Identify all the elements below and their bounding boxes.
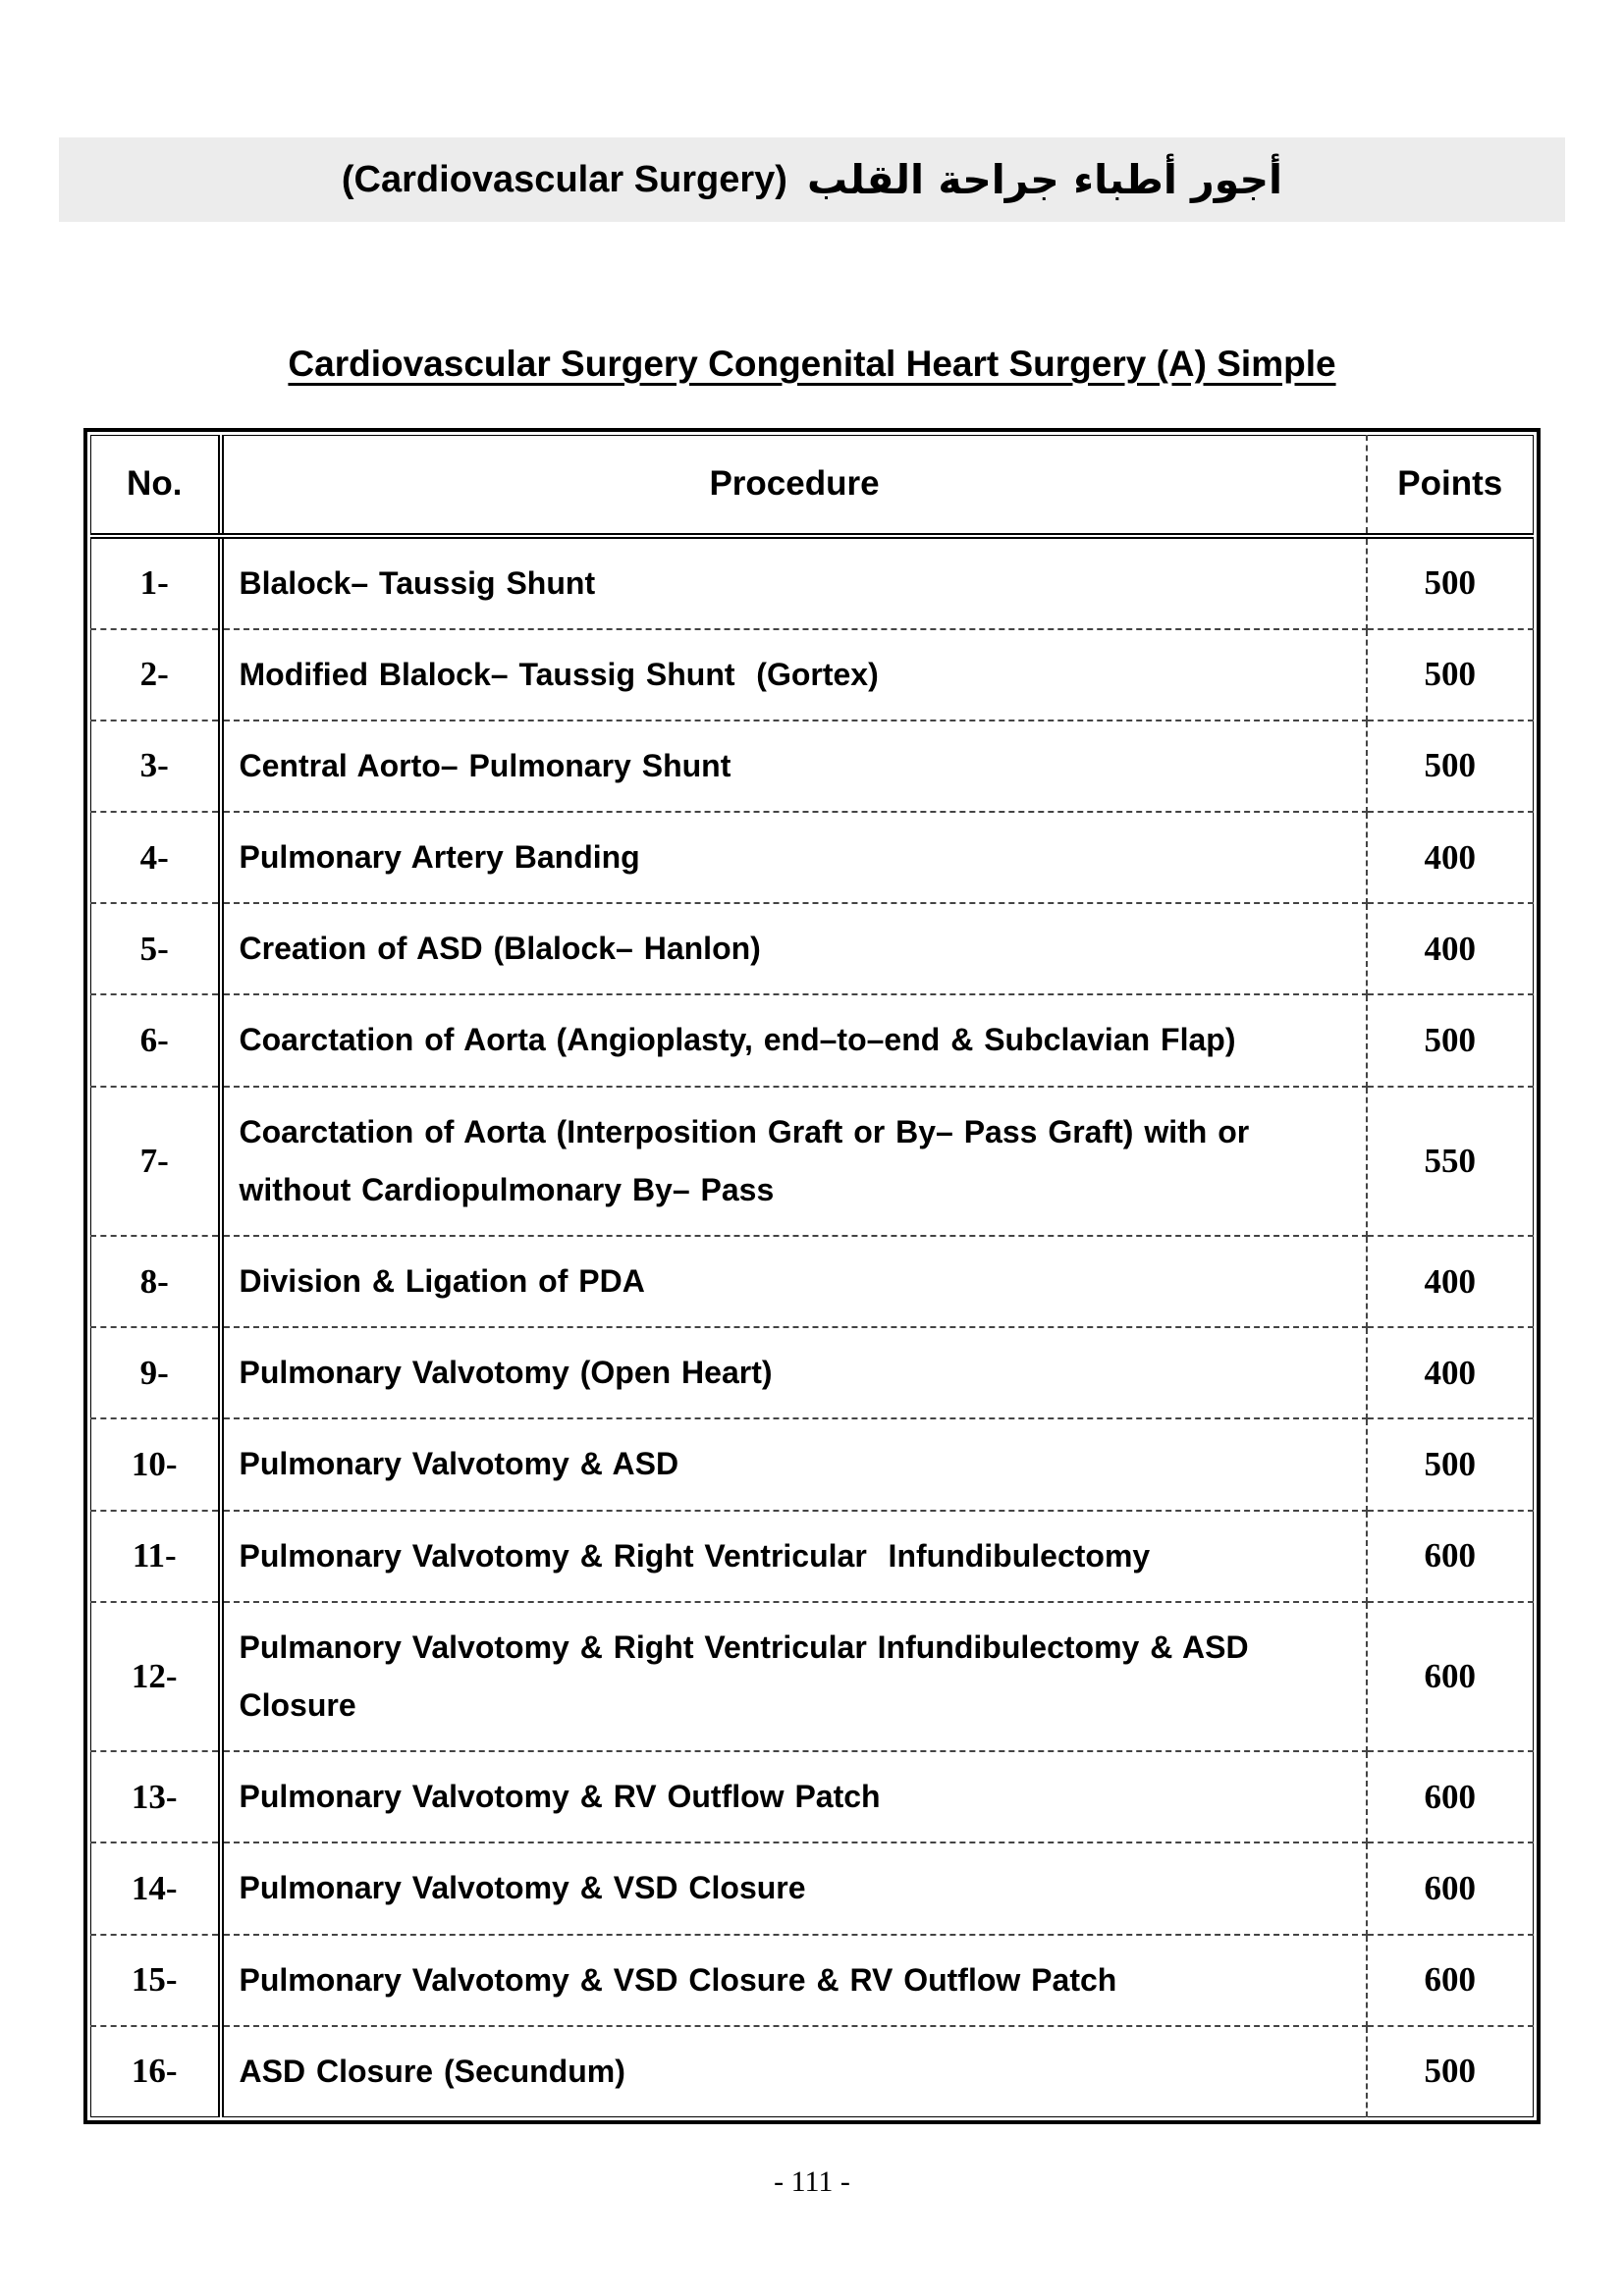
row-procedure-cell: Pulmonary Valvotomy & RV Outflow Patch	[221, 1751, 1367, 1842]
row-procedure-cell: Pulmonary Valvotomy & Right Ventricular Infundibulectomy	[221, 1511, 1367, 1602]
table-row	[91, 903, 1534, 994]
row-number-cell: 9-	[91, 1327, 221, 1418]
column-header-no: No.	[91, 436, 221, 536]
procedures-table	[90, 435, 1534, 2117]
table-row	[91, 812, 1534, 903]
row-number-cell: 11-	[91, 1511, 221, 1602]
row-number-cell: 13-	[91, 1751, 221, 1842]
row-points-cell: 500	[1424, 2052, 1476, 2091]
row-procedure-cell: ASD Closure (Secundum)	[221, 2026, 1367, 2117]
page-banner	[59, 137, 1565, 222]
column-header-procedure: Procedure	[221, 436, 1367, 536]
row-points-cell: 600	[1367, 1602, 1534, 1751]
table-row	[91, 536, 1534, 629]
row-procedure-cell: Creation of ASD (Blalock– Hanlon)	[221, 903, 1367, 994]
row-procedure-cell: Pulmonary Valvotomy & VSD Closure & RV Outflow Patch	[221, 1935, 1367, 2026]
column-header-points: Points	[1367, 436, 1534, 536]
row-number-cell: 3-	[91, 721, 221, 812]
procedures-table-frame	[83, 428, 1541, 2124]
row-points-cell: 500	[1367, 994, 1534, 1086]
table-header-row	[91, 436, 1534, 536]
row-number-cell: 1-	[91, 536, 221, 629]
table-row	[91, 2026, 1534, 2117]
row-number-cell: 15-	[91, 1935, 221, 2026]
table-row	[91, 1327, 1534, 1418]
row-procedure-cell: Pulmonary Valvotomy (Open Heart)	[221, 1327, 1367, 1418]
row-number-cell: 2-	[91, 629, 221, 721]
row-procedure-cell: Pulmonary Valvotomy & VSD Closure	[221, 1842, 1367, 1934]
row-procedure-cell: Pulmonary Artery Banding	[221, 812, 1367, 903]
row-points-cell: 400	[1367, 903, 1534, 994]
table-row	[91, 1087, 1534, 1236]
row-number-cell: 16-	[131, 2052, 178, 2091]
row-number-cell: 4-	[91, 812, 221, 903]
row-points-cell: 500	[1367, 721, 1534, 812]
table-body	[91, 536, 1534, 2117]
row-points-cell: 600	[1367, 1511, 1534, 1602]
row-points-cell: 400	[1367, 1236, 1534, 1327]
row-number-cell: 6-	[91, 994, 221, 1086]
row-points-cell: 600	[1367, 1842, 1534, 1934]
table-row	[91, 994, 1534, 1086]
row-procedure-cell: Division & Ligation of PDA	[221, 1236, 1367, 1327]
row-number-cell: 5-	[91, 903, 221, 994]
row-points-cell: 500	[1367, 629, 1534, 721]
row-procedure-cell: Pulmanory Valvotomy & Right Ventricular Infundibulectomy & ASD Closure	[221, 1602, 1367, 1751]
table-row	[91, 1842, 1534, 1934]
row-number-cell: 7-	[91, 1087, 221, 1236]
row-number-cell: 14-	[91, 1842, 221, 1934]
page-number: - 111 -	[774, 2165, 850, 2198]
table-row	[91, 1418, 1534, 1510]
row-number-cell: 10-	[91, 1418, 221, 1510]
row-points-cell: 400	[1367, 1327, 1534, 1418]
row-procedure-cell: Central Aorto– Pulmonary Shunt	[221, 721, 1367, 812]
row-procedure-cell: Blalock– Taussig Shunt	[221, 536, 1367, 629]
row-procedure-cell: Coarctation of Aorta (Interposition Graft or By– Pass Graft) with or without Cardiopulmonary By– Pass	[221, 1087, 1367, 1236]
row-points-cell: 600	[1367, 1935, 1534, 2026]
row-points-cell: 600	[1367, 1751, 1534, 1842]
table-row	[91, 1236, 1534, 1327]
table-row	[91, 1935, 1534, 2026]
table-row	[91, 721, 1534, 812]
table-row	[91, 1511, 1534, 1602]
banner-title-english: (Cardiovascular Surgery)	[341, 158, 787, 200]
row-points-cell: 500	[1367, 536, 1534, 629]
row-procedure-cell: Pulmonary Valvotomy & ASD	[221, 1418, 1367, 1510]
section-title: Cardiovascular Surgery Congenital Heart Surgery (A) Simple	[288, 344, 1336, 384]
row-points-cell: 550	[1367, 1087, 1534, 1236]
table-row	[91, 629, 1534, 721]
table-row	[91, 1751, 1534, 1842]
banner-title-arabic: أجور أطباء جراحة القلب	[806, 156, 1283, 203]
row-number-cell: 12-	[91, 1602, 221, 1751]
table-row	[91, 1602, 1534, 1751]
row-points-cell: 500	[1367, 1418, 1534, 1510]
row-points-cell: 400	[1367, 812, 1534, 903]
row-number-cell: 8-	[91, 1236, 221, 1327]
row-procedure-cell: Coarctation of Aorta (Angioplasty, end–to–end & Subclavian Flap)	[221, 994, 1367, 1086]
row-procedure-cell: Modified Blalock– Taussig Shunt (Gortex)	[221, 629, 1367, 721]
